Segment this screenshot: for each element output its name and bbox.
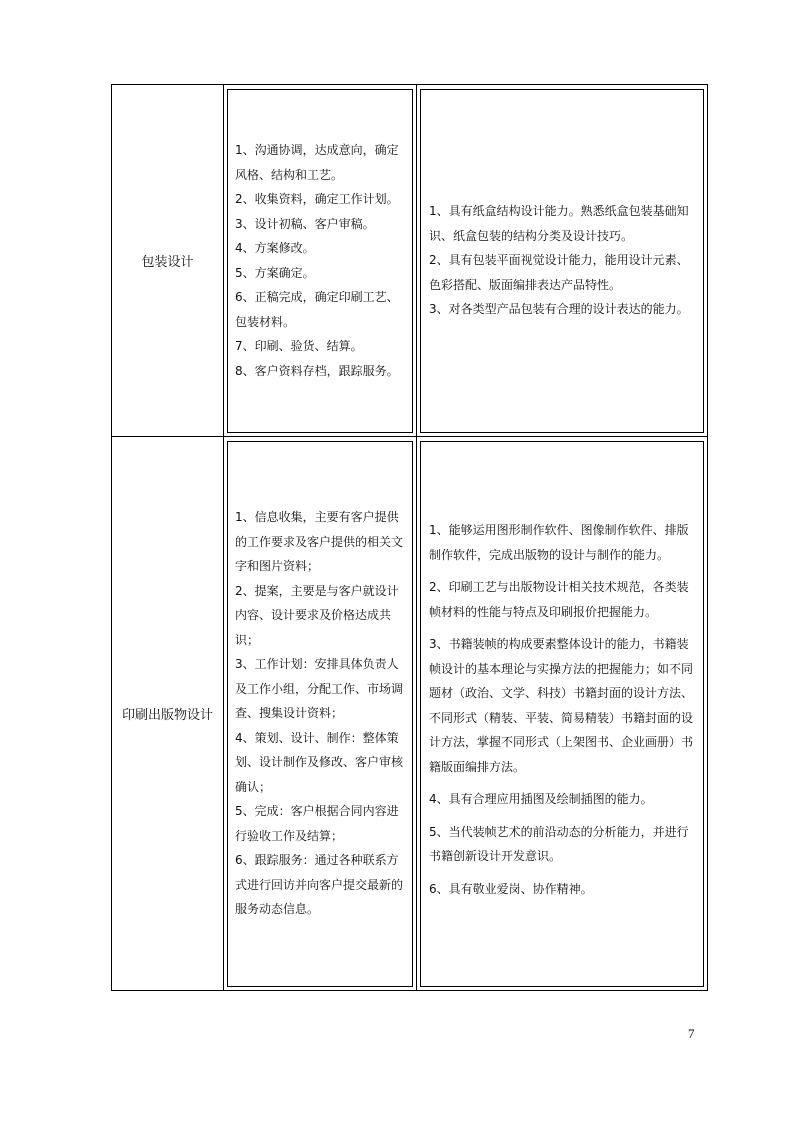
list-item: 4、策划、设计、制作：整体策划、设计制作及修改、客户审核确认；: [235, 730, 404, 794]
list-item: 1、信息收集，主要有客户提供的工作要求及客户提供的相关文字和图片资料；: [235, 510, 404, 574]
list-item: 2、收集资料，确定工作计划。: [235, 192, 399, 206]
list-item: 1、沟通协调，达成意向，确定风格、结构和工艺。: [235, 143, 399, 182]
abilities-cell: [417, 85, 708, 437]
list-item: 5、完成：客户根据合同内容进行验收工作及结算；: [235, 804, 399, 843]
category-cell: 包装设计: [112, 85, 224, 437]
abilities-list: [421, 518, 703, 909]
abilities-box: [420, 89, 704, 433]
list-item: 2、具有包装平面视觉设计能力，能用设计元素、色彩搭配、版面编排表达产品特性。: [429, 253, 689, 292]
abilities-cell: [417, 437, 708, 991]
list-item: 3、书籍装帧的构成要素整体设计的能力，书籍装帧设计的基本理论与实操方法的把握能力；如不同题材（政治、文学、科技）书籍封面的设计方法、不同形式（精装、平装、简易精装）书籍封面的设计方法，掌握不同形式（上架图书、企业画册）书籍版面编排方法。: [429, 637, 694, 774]
table-row: [112, 85, 708, 437]
tasks-cell: [224, 85, 417, 437]
list-item: 8、客户资料存档，跟踪服务。: [235, 363, 399, 378]
curriculum-table: [111, 84, 708, 991]
abilities-list: [421, 199, 703, 322]
list-item: 4、具有合理应用插图及绘制插图的能力。: [429, 792, 653, 806]
list-item: 1、具有纸盒结构设计能力。熟悉纸盒包装基础知识、纸盒包装的结构分类及设计技巧。: [429, 204, 689, 243]
list-item: 1、能够运用图形制作软件、图像制作软件、排版制作软件，完成出版物的设计与制作的能力。: [429, 523, 689, 562]
list-item: 3、工作计划：安排具体负责人及工作小组，分配工作、市场调查、搜集设计资料；: [235, 657, 404, 721]
tasks-box: [227, 89, 413, 433]
list-item: 5、方案确定。: [235, 265, 315, 280]
table-row: [112, 437, 708, 991]
category-cell: 印刷出版物设计: [112, 437, 224, 991]
list-item: 4、方案修改。: [235, 241, 315, 255]
list-item: 3、设计初稿、客户审稿。: [235, 216, 375, 231]
tasks-list: [228, 138, 412, 383]
tasks-list: [228, 505, 412, 922]
list-item: 7、印刷、验货、结算。: [235, 339, 363, 353]
tasks-box: [227, 441, 413, 987]
page-number: 7: [688, 1026, 695, 1041]
list-item: 3、对各类型产品包装有合理的设计表达的能力。: [429, 302, 689, 317]
list-item: 5、当代装帧艺术的前沿动态的分析能力，并进行书籍创新设计开发意识。: [429, 824, 689, 863]
list-item: 6、正稿完成，确定印刷工艺、包装材料。: [235, 290, 399, 329]
abilities-box: [420, 441, 704, 987]
list-item: 2、印刷工艺与出版物设计相关技术规范，各类装帧材料的性能与特点及印刷报价把握能力。: [429, 580, 689, 619]
tasks-cell: [224, 437, 417, 991]
list-item: 6、跟踪服务：通过各种联系方式进行回访并向客户提交最新的服务动态信息。: [235, 853, 404, 917]
list-item: 6、具有敬业爱岗、协作精神。: [429, 881, 593, 896]
list-item: 2、提案，主要是与客户就设计内容、设计要求及价格达成共识；: [235, 583, 399, 647]
